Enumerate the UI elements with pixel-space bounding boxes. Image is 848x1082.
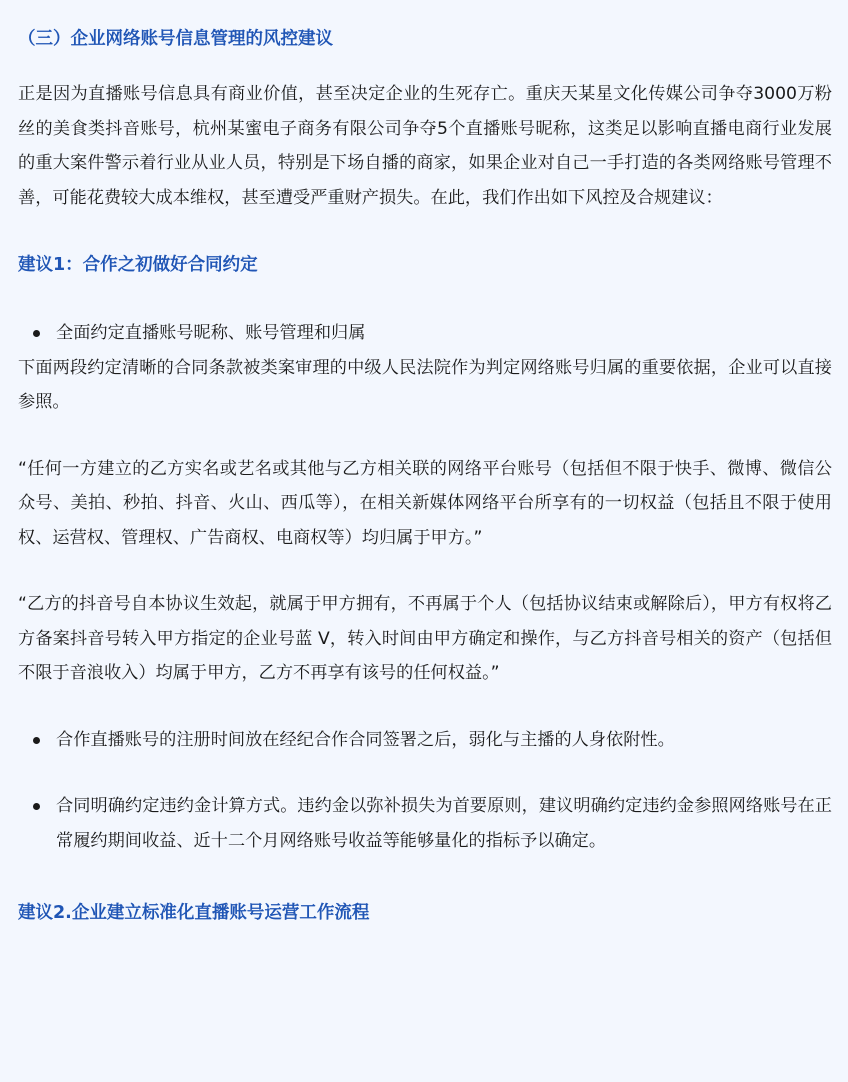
reference-intro-paragraph: 下面两段约定清晰的合同条款被类案审理的中级人民法院作为判定网络账号归属的重要依据，企业可以直接参照。 (18, 357, 832, 412)
article-body (18, 0, 832, 925)
contract-quote-2: “乙方的抖音号自本协议生效起，就属于甲方拥有，不再属于个人（包括协议结束或解除后），甲方有权将乙方备案抖音号转入甲方指定的企业号蓝 V，转入时间由甲方确定和操作，与乙方抖音号相关的资产（包括但不限于音浪收入）均属于甲方，乙方不再享有该号的任何权益。” (18, 594, 832, 683)
bullet-dot-icon (33, 737, 40, 744)
list-item (18, 723, 832, 758)
contract-quote-1: “任何一方建立的乙方实名或艺名或其他与乙方相关联的网络平台账号（包括但不限于快手、微博、微信公众号、美拍、秒拍、抖音、火山、西瓜等），在相关新媒体网络平台所享有的一切权益（包括且不限于使用权、运营权、管理权、广告商权、电商权等）均归属于甲方。” (18, 458, 832, 548)
list-item (18, 789, 832, 858)
bullet-list (18, 789, 832, 858)
bullet-text: 合作直播账号的注册时间放在经纪合作合同签署之后，弱化与主播的人身依附性。 (56, 729, 675, 750)
bullet-list (18, 723, 832, 758)
intro-paragraph: 正是因为直播账号信息具有商业价值，甚至决定企业的生死存亡。重庆天某星文化传媒公司争夺3000万粉丝的美食类抖音账号，杭州某蜜电子商务有限公司争夺5个直播账号昵称，这类足以影响直播电商行业发展的重大案件警示着行业从业人员，特别是下场自播的商家，如果企业对自己一手打造的各类网络账号管理不善，可能花费较大成本维权，甚至遭受严重财产损失。在此，我们作出如下风控及合规建议： (18, 84, 832, 208)
suggestion-2-heading: 建议2.企业建立标准化直播账号运营工作流程 (18, 903, 370, 923)
section-heading: （三）企业网络账号信息管理的风控建议 (18, 29, 333, 49)
bullet-text: 全面约定直播账号昵称、账号管理和归属 (56, 323, 366, 343)
bullet-list (18, 316, 832, 351)
list-item (18, 316, 832, 351)
bullet-dot-icon (33, 330, 40, 337)
bullet-dot-icon (33, 803, 40, 810)
suggestion-1-heading: 建议1：合作之初做好合同约定 (18, 255, 258, 275)
bullet-text: 合同明确约定违约金计算方式。违约金以弥补损失为首要原则，建议明确约定违约金参照网络账号在正常履约期间收益、近十二个月网络账号收益等能够量化的指标予以确定。 (56, 796, 832, 851)
